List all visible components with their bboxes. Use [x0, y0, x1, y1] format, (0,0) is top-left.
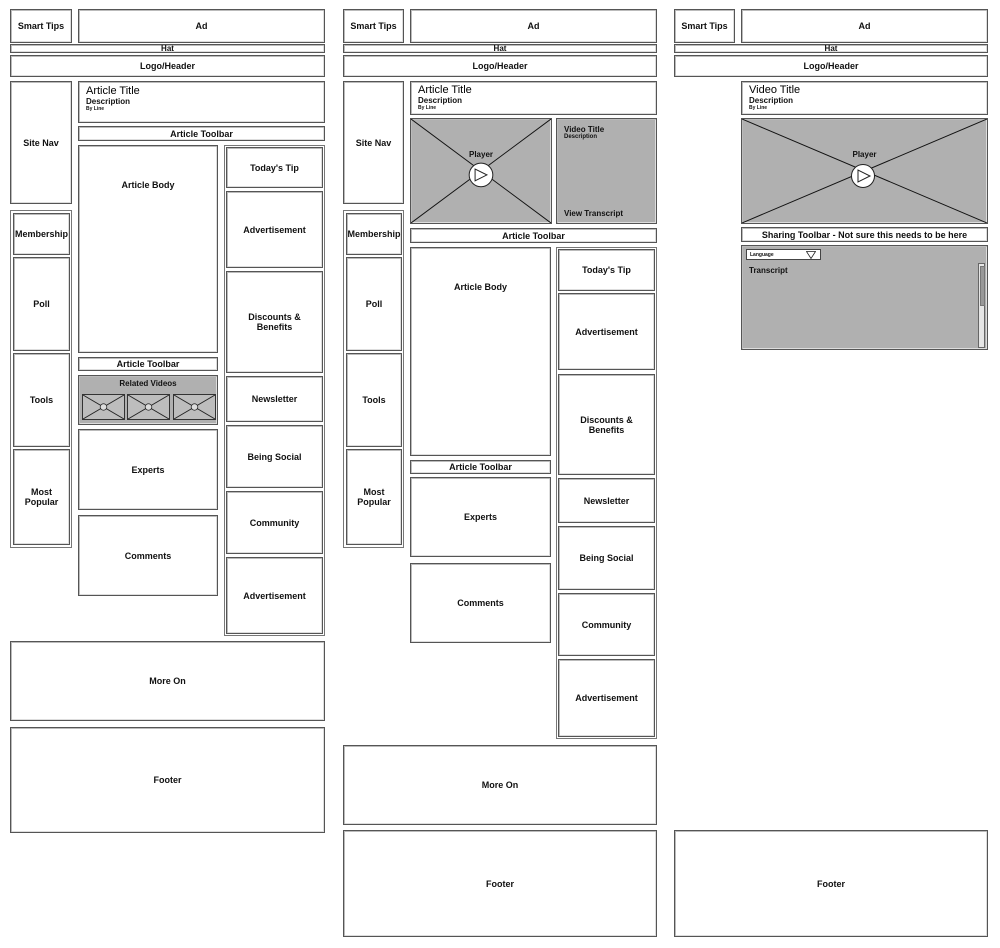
- article-title: Article Title: [86, 85, 140, 97]
- community-box: Community: [226, 491, 323, 554]
- newsletter-box: Newsletter: [226, 376, 323, 422]
- hat-bar: Hat: [10, 44, 325, 53]
- video-description: Description: [749, 96, 794, 105]
- article-title-block: [78, 81, 325, 123]
- site-nav-box: Site Nav: [343, 81, 404, 204]
- article-body-box: Article Body: [78, 145, 218, 353]
- transcript-label: Transcript: [749, 266, 788, 275]
- hat-bar: Hat: [674, 44, 988, 53]
- video-thumbnail-2[interactable]: [127, 394, 170, 420]
- smart-tips-box: Smart Tips: [343, 9, 404, 43]
- player-label: Player: [468, 150, 494, 159]
- article-toolbar-bottom: Article Toolbar: [410, 460, 551, 474]
- article-byline: By Line: [418, 105, 437, 111]
- logo-header-bar: Logo/Header: [674, 55, 988, 77]
- article-body-box: Article Body: [410, 247, 551, 456]
- experts-box: Experts: [410, 477, 551, 557]
- site-nav-box: Site Nav: [10, 81, 72, 204]
- article-toolbar-top: Article Toolbar: [78, 126, 325, 141]
- article-toolbar-bottom: Article Toolbar: [78, 357, 218, 371]
- comments-box: Comments: [410, 563, 551, 643]
- being-social-box: Being Social: [226, 425, 323, 488]
- footer-box: Footer: [10, 727, 325, 833]
- poll-box: Poll: [346, 257, 402, 351]
- related-videos-box: [78, 375, 218, 425]
- tools-box: Tools: [346, 353, 402, 447]
- sharing-toolbar: Sharing Toolbar - Not sure this needs to be here: [741, 227, 988, 242]
- video-side-description: Description: [564, 134, 598, 140]
- discounts-benefits-box: Discounts & Benefits: [558, 374, 655, 475]
- todays-tip-box: Today's Tip: [226, 147, 323, 188]
- todays-tip-box: Today's Tip: [558, 249, 655, 291]
- tools-box: Tools: [13, 353, 70, 447]
- video-title-block: [741, 81, 988, 115]
- advertisement-box-2: Advertisement: [558, 659, 655, 737]
- smart-tips-box: Smart Tips: [674, 9, 735, 43]
- being-social-box: Being Social: [558, 526, 655, 590]
- most-popular-box: Most Popular: [346, 449, 402, 545]
- view-transcript-link[interactable]: View Transcript: [564, 209, 623, 218]
- language-select-value: Language: [750, 251, 774, 258]
- video-byline: By Line: [749, 105, 768, 111]
- hat-bar: Hat: [343, 44, 657, 53]
- scrollbar-thumb[interactable]: [980, 266, 985, 306]
- membership-box: Membership: [346, 213, 402, 255]
- footer-box: Footer: [343, 830, 657, 937]
- experts-box: Experts: [78, 429, 218, 510]
- more-on-box: More On: [10, 641, 325, 721]
- poll-box: Poll: [13, 257, 70, 351]
- logo-header-bar: Logo/Header: [343, 55, 657, 77]
- ad-box: Ad: [741, 9, 988, 43]
- video-player[interactable]: [741, 118, 988, 224]
- smart-tips-box: Smart Tips: [10, 9, 72, 43]
- video-side-title: Video Title: [564, 125, 605, 134]
- video-player[interactable]: [410, 118, 552, 224]
- video-thumbnail-1[interactable]: [82, 394, 125, 420]
- comments-box: Comments: [78, 515, 218, 596]
- article-title-block: [410, 81, 657, 115]
- ad-box: Ad: [78, 9, 325, 43]
- video-info-panel: [556, 118, 657, 224]
- article-title: Article Title: [418, 84, 472, 96]
- transcript-scrollbar[interactable]: [978, 263, 985, 348]
- ad-box: Ad: [410, 9, 657, 43]
- transcript-panel: [741, 245, 988, 350]
- player-label: Player: [852, 150, 877, 159]
- advertisement-box-2: Advertisement: [226, 557, 323, 634]
- article-description: Description: [86, 97, 131, 106]
- video-thumbnail-3[interactable]: [173, 394, 216, 420]
- article-description: Description: [418, 96, 463, 105]
- newsletter-box: Newsletter: [558, 478, 655, 523]
- advertisement-box: Advertisement: [558, 293, 655, 370]
- most-popular-box: Most Popular: [13, 449, 70, 545]
- advertisement-box: Advertisement: [226, 191, 323, 268]
- article-byline: By Line: [86, 106, 105, 112]
- dropdown-arrow-icon: [806, 251, 816, 259]
- language-select[interactable]: [746, 249, 821, 260]
- discounts-benefits-box: Discounts & Benefits: [226, 271, 323, 373]
- membership-box: Membership: [13, 213, 70, 255]
- article-toolbar-top: Article Toolbar: [410, 228, 657, 243]
- related-videos-label: Related Videos: [119, 379, 177, 388]
- video-title: Video Title: [749, 84, 801, 96]
- footer-box: Footer: [674, 830, 988, 937]
- more-on-box: More On: [343, 745, 657, 825]
- community-box: Community: [558, 593, 655, 656]
- logo-header-bar: Logo/Header: [10, 55, 325, 77]
